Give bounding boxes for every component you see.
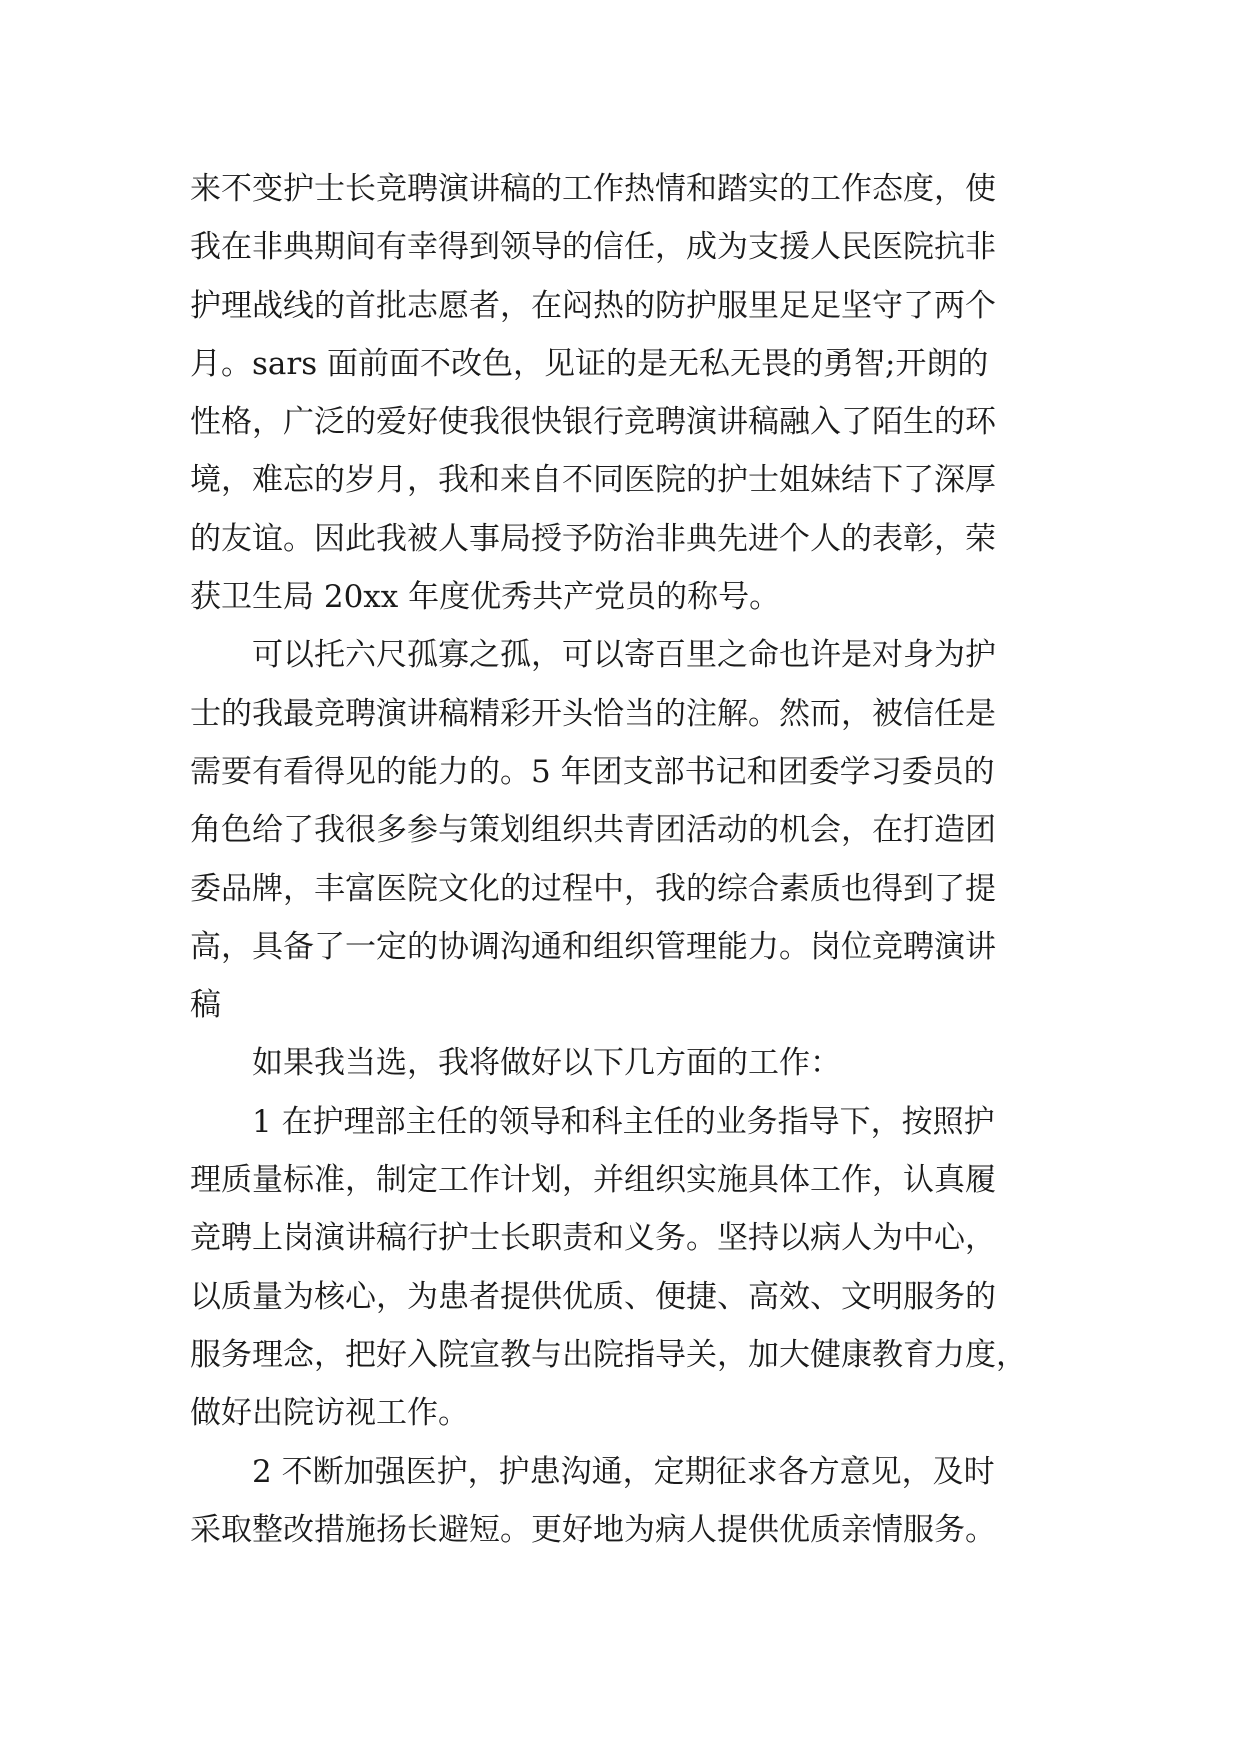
text-line: 的友谊。因此我被人事局授予防治非典先进个人的表彰，荣	[190, 520, 996, 557]
text-line: 角色给了我很多参与策划组织共青团活动的机会，在打造团	[190, 812, 996, 849]
text-line: 稿	[190, 987, 221, 1024]
text-line: 理质量标准，制定工作计划，并组织实施具体工作，认真履	[190, 1162, 996, 1199]
text-line: 以质量为核心，为患者提供优质、便捷、高效、文明服务的	[190, 1278, 996, 1315]
text-line: 做好出院访视工作。	[190, 1395, 469, 1432]
text-line: 高，具备了一定的协调沟通和组织管理能力。岗位竞聘演讲	[190, 928, 996, 965]
text-line: 需要有看得见的能力的。5 年团支部书记和团委学习委员的	[190, 753, 995, 790]
text-line: 服务理念，把好入院宣教与出院指导关，加大健康教育力度，	[190, 1336, 1027, 1373]
text-line: 竞聘上岗演讲稿行护士长职责和义务。坚持以病人为中心，	[190, 1220, 996, 1257]
document-body	[190, 160, 1070, 1559]
paragraph-first-line: 如果我当选，我将做好以下几方面的工作：	[252, 1045, 841, 1082]
text-line: 委品牌，丰富医院文化的过程中，我的综合素质也得到了提	[190, 870, 996, 907]
text-line: 士的我最竞聘演讲稿精彩开头恰当的注解。然而，被信任是	[190, 695, 996, 732]
text-line: 护理战线的首批志愿者，在闷热的防护服里足足坚守了两个	[190, 287, 996, 324]
text-line: 境，难忘的岁月，我和来自不同医院的护士姐妹结下了深厚	[190, 462, 996, 499]
text-line: 获卫生局 20xx 年度优秀共产党员的称号。	[190, 579, 781, 616]
text-line: 采取整改措施扬长避短。更好地为病人提供优质亲情服务。	[190, 1511, 996, 1548]
text-line: 月。sars 面前面不改色，见证的是无私无畏的勇智;开朗的	[190, 345, 989, 382]
paragraph-first-line: 可以托六尺孤寡之孤，可以寄百里之命也许是对身为护	[252, 637, 996, 674]
paragraph-first-line: 1 在护理部主任的领导和科主任的业务指导下，按照护	[252, 1103, 995, 1140]
text-line: 我在非典期间有幸得到领导的信任，成为支援人民医院抗非	[190, 229, 996, 266]
text-line: 性格，广泛的爱好使我很快银行竞聘演讲稿融入了陌生的环	[190, 404, 996, 441]
paragraph-first-line: 2 不断加强医护，护患沟通，定期征求各方意见，及时	[252, 1453, 995, 1490]
text-line: 来不变护士长竞聘演讲稿的工作热情和踏实的工作态度，使	[190, 171, 996, 207]
